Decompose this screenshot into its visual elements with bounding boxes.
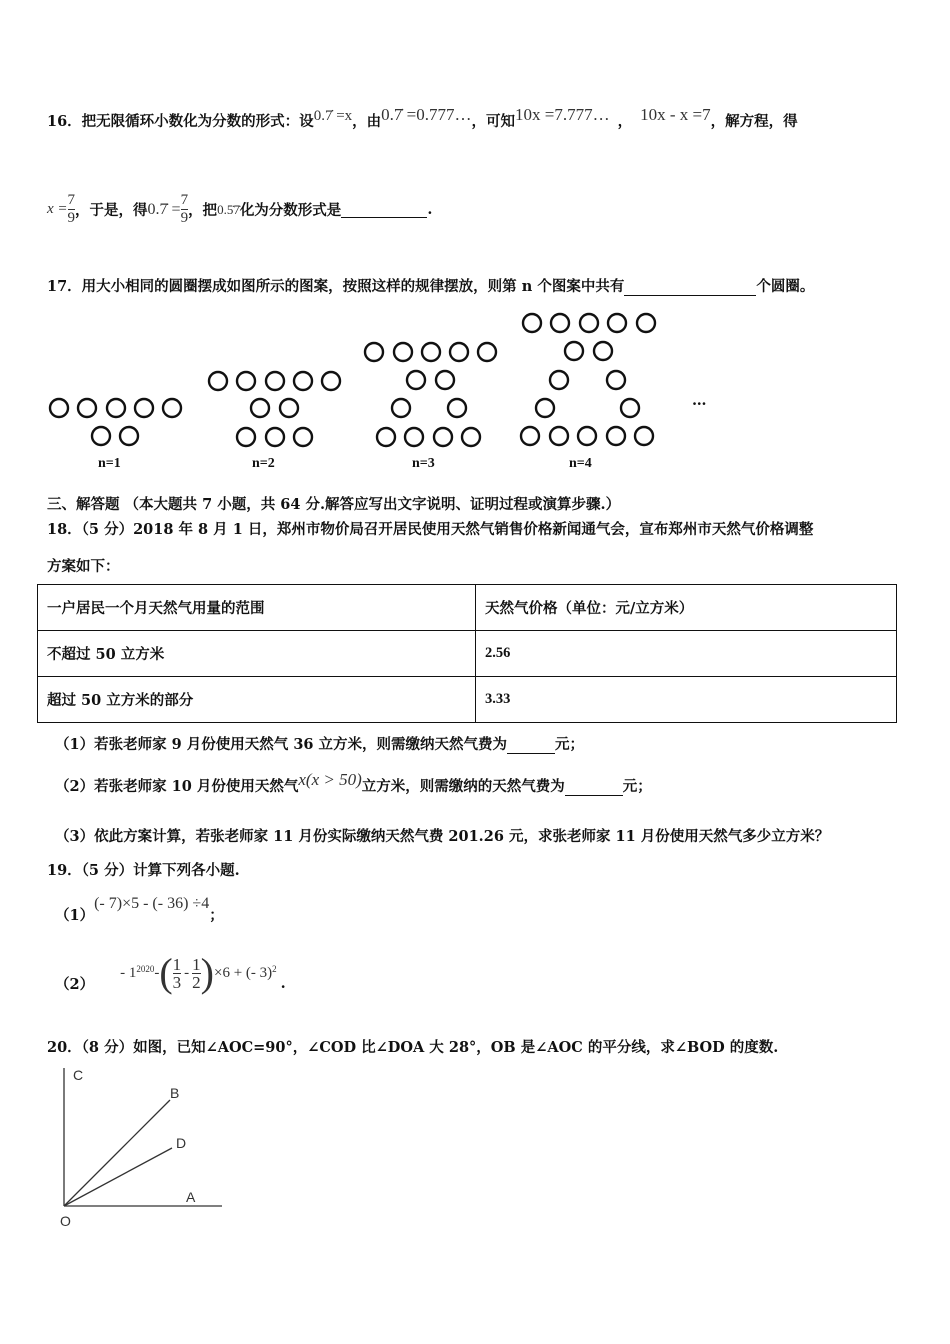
q19-p2-frac1 [173, 956, 182, 991]
q16-text1: 16．把无限循环小数化为分数的形式：设 [47, 113, 314, 130]
label-O: O [60, 1213, 71, 1229]
pattern-ellipsis: … [692, 392, 707, 409]
table-cell: 超过 50 立方米的部分 [38, 677, 476, 723]
q16-line2 [47, 192, 432, 227]
q16-math2: 0.7̇ =0.777… [381, 105, 472, 124]
ray-OD [64, 1148, 172, 1206]
q16-math6: 0.5̇7̇ [217, 201, 240, 217]
q19-p2-exp: 2020 [136, 964, 155, 974]
q18-p2-end: 元； [622, 778, 652, 795]
q19-title: 19．（5 分）计算下列各小题. [47, 862, 240, 879]
q16-text5: ，于是，得 [75, 202, 148, 219]
q16-comma: ， [617, 113, 633, 130]
q18-part3: （3）依此方案计算，若张老师家 11 月份实际缴纳天然气费 201.26 元，求张老师家 11 月份使用天然气多少立方米？ [55, 828, 830, 845]
q19-p2-lparen: ( [159, 950, 173, 995]
label-C: C [73, 1067, 84, 1083]
frac-num: 1 [192, 954, 201, 974]
frac-num: 7 [180, 192, 189, 208]
q16-text3: ，可知 [471, 113, 515, 130]
q18-line1: 18．（5 分）2018 年 8 月 1 日，郑州市物价局召开居民使用天然气销售价格新闻通气会，宣布郑州市天然气价格调整 [47, 521, 814, 538]
table-header-cell: 天然气价格（单位：元/立方米） [476, 585, 897, 631]
q18-part1 [55, 733, 584, 754]
q19-p2-math: - 1 $^{2020}$ - ( $\frac{1}{3}$ - $\frac{1}{2}$ ) ×6 + (- 3) $^2$ [120, 950, 277, 995]
table-header-cell: 一户居民一个月天然气用量的范围 [38, 585, 476, 631]
q18-p2-text: （2）若张老师家 10 月份使用天然气 [55, 778, 299, 795]
frac-num: 7 [67, 192, 76, 208]
table-cell: 3.33 [476, 677, 897, 723]
label-n2: n=2 [252, 456, 275, 471]
label-n3: n=3 [412, 456, 435, 471]
q16-text4: ，解方程，得 [710, 113, 798, 130]
q19-p2-rparen: ) [200, 950, 214, 995]
label-A: A [186, 1189, 196, 1205]
q18-p1-text: （1）若张老师家 9 月份使用天然气 36 立方米，则需缴纳天然气费为 [55, 736, 508, 753]
q16-line1 [47, 105, 798, 131]
q19-p1-end: ； [209, 907, 224, 924]
q19-p1-math: (- 7)×5 - (- 36) ÷4 [94, 895, 210, 912]
q19-part1 [55, 892, 224, 924]
frac-den: 2 [192, 972, 201, 992]
q19-p2-neg-one: - 1 [120, 964, 137, 981]
q16-end: . [427, 201, 433, 218]
q18-p1-blank[interactable] [507, 738, 555, 754]
pattern-n1 [50, 399, 181, 445]
pattern-n3 [365, 343, 496, 446]
table-cell: 不超过 50 立方米 [38, 631, 476, 677]
q17-text: 17．用大小相同的圆圈摆成如图所示的图案，按照这样的规律摆放，则第 n 个图案中共有 [47, 278, 625, 295]
q17-answer-blank[interactable] [624, 280, 756, 296]
frac-den: 9 [180, 210, 189, 226]
q16-text7: 化为分数形式是 [239, 202, 342, 219]
q16-math5: 0.7̇ = [147, 200, 181, 218]
label-B: B [170, 1085, 180, 1101]
q16-frac2 [181, 192, 189, 227]
pattern-n4 [521, 314, 655, 445]
angle-diagram [40, 1060, 240, 1240]
q17-line [47, 275, 814, 296]
q18-p2-blank[interactable] [565, 780, 623, 796]
frac-num: 1 [172, 954, 182, 974]
q19-p1-label: （1） [55, 907, 95, 924]
q16-math3: 10x =7.777… [515, 105, 610, 124]
q19-p2-minus: - [154, 964, 160, 981]
q20-text: 20．（8 分）如图，已知∠AOC=90°，∠COD 比∠DOA 大 28°，OB 是∠AOC 的平分线，求∠BOD 的度数. [47, 1039, 779, 1056]
q16-x-eq: x = [47, 201, 68, 217]
table-row [38, 631, 897, 677]
q16-text2: ，由 [352, 113, 382, 130]
frac-den: 9 [67, 210, 76, 226]
q19-p2-label: （2） [55, 975, 95, 993]
ray-OB [64, 1100, 170, 1206]
q16-frac-7-9 [68, 192, 76, 227]
q18-p2-text2: 立方米，则需缴纳的天然气费为 [361, 778, 565, 795]
q16-answer-blank[interactable] [341, 201, 427, 218]
circle-pattern-figure [0, 300, 950, 480]
section-3-heading: 三、解答题 （本大题共 7 小题，共 64 分.解答应写出文字说明、证明过程或演算步骤.） [47, 496, 621, 513]
gas-price-table [37, 584, 897, 723]
label-D: D [176, 1135, 187, 1151]
q19-p2-frac2 [192, 956, 201, 991]
q19-part2 [55, 950, 286, 995]
q18-line2: 方案如下： [47, 558, 120, 575]
pattern-n2 [209, 372, 340, 446]
q16-math1: 0.7̇ =x [313, 108, 353, 124]
q19-p2-exp2: 2 [272, 964, 277, 974]
q19-p2-mid: ×6 + (- 3) [214, 964, 273, 981]
frac-den: 3 [172, 972, 182, 992]
q18-p2-math: x(x > 50) [298, 770, 362, 789]
q18-part2 [55, 770, 652, 796]
q16-text6: ，把 [188, 202, 218, 219]
label-n1: n=1 [98, 456, 121, 471]
q17-end: 个圆圈。 [756, 278, 815, 295]
q18-p1-end: 元； [555, 736, 585, 753]
table-cell: 2.56 [476, 631, 897, 677]
q16-math4: 10x - x =7 [640, 105, 711, 124]
table-header-row [38, 585, 897, 631]
q19-p2-end: . [280, 974, 286, 992]
table-row [38, 677, 897, 723]
label-n4: n=4 [569, 456, 592, 471]
